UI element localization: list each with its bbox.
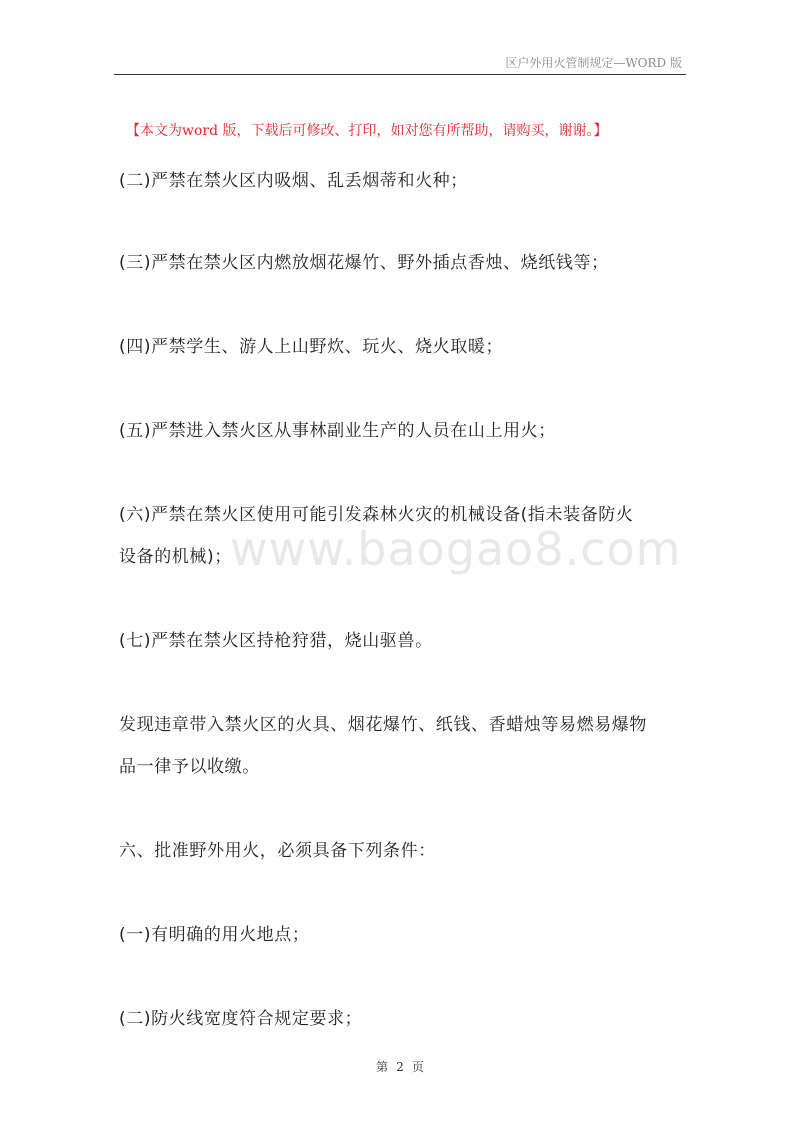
page-number: 2	[396, 1060, 404, 1074]
paragraph-line: 发现违章带入禁火区的火具、烟花爆竹、纸钱、香蜡烛等易燃易爆物	[119, 715, 647, 735]
paragraph-ban-forestry-fire	[119, 410, 689, 452]
paragraph-line: (二)严禁在禁火区内吸烟、乱丢烟蒂和火种；	[119, 171, 468, 191]
paragraph-ban-smoking	[119, 160, 689, 202]
page-label-prefix: 第	[376, 1060, 389, 1074]
paragraph-confiscation	[119, 704, 689, 788]
header-divider	[114, 74, 686, 75]
paragraph-line: (七)严禁在禁火区持枪狩猎，烧山驱兽。	[119, 631, 433, 651]
paragraph-fire-location	[119, 914, 689, 956]
page-footer	[0, 1058, 800, 1075]
paragraph-ban-picnic	[119, 326, 689, 368]
paragraph-line: (一)有明确的用火地点；	[119, 925, 310, 945]
paragraph-line: (三)严禁在禁火区内燃放烟花爆竹、野外插点香烛、烧纸钱等；	[119, 253, 609, 273]
page-label-suffix: 页	[411, 1060, 424, 1074]
paragraph-ban-hunting	[119, 620, 689, 662]
paragraph-ban-machinery	[119, 494, 689, 578]
paragraph-line: (六)严禁在禁火区使用可能引发森林火灾的机械设备(指未装备防火	[119, 505, 634, 525]
paragraph-firebreak-width	[119, 998, 689, 1040]
running-header: 区户外用火管制规定—WORD 版	[505, 56, 682, 70]
paragraph-line: (二)防火线宽度符合规定要求；	[119, 1009, 363, 1029]
paragraph-line: 六、批准野外用火，必须具备下列条件：	[119, 841, 436, 861]
watermark: www.baogao8.com	[230, 522, 682, 576]
paragraph-line: 品一律予以收缴。	[119, 757, 260, 777]
paragraph-line: 设备的机械)；	[119, 547, 232, 567]
section-heading-conditions	[119, 830, 689, 872]
paragraph-line: (四)严禁学生、游人上山野炊、玩火、烧火取暖；	[119, 337, 504, 357]
paragraph-line: (五)严禁进入禁火区从事林副业生产的人员在山上用火；	[119, 421, 556, 441]
download-notice: 【本文为word 版，下载后可修改、打印，如对您有所帮助，请购买，谢谢。】	[126, 123, 608, 139]
paragraph-ban-fireworks	[119, 242, 689, 284]
